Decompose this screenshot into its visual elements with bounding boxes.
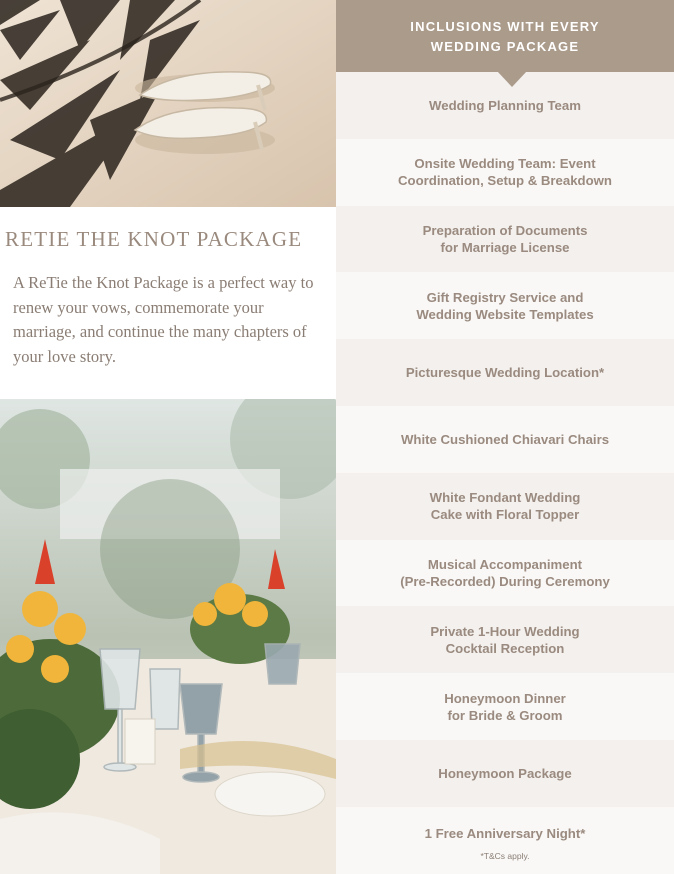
inclusion-item [336,740,674,807]
inclusion-item [336,540,674,607]
inclusion-item [336,807,674,874]
package-intro [0,207,336,399]
package-description: A ReTie the Knot Package is a perfect way to renew your vows, commemorate your marriage, and continue the many chapters of your love story. [13,273,314,366]
wedding-shoes-photo [0,0,336,207]
inclusion-item [336,473,674,540]
inclusion-item [336,406,674,473]
inclusion-label: Gift Registry Service and Wedding Website Templates [416,289,594,322]
inclusion-item [336,206,674,273]
inclusions-header [336,0,674,72]
header-arrow-icon [497,71,527,87]
inclusions-header-text: INCLUSIONS WITH EVERY WEDDING PACKAGE [410,19,600,54]
terms-footnote: *T&Cs apply. [480,851,530,861]
inclusion-label: 1 Free Anniversary Night* [424,825,586,841]
inclusions-list [336,72,674,874]
inclusion-item [336,139,674,206]
inclusion-label: Musical Accompaniment (Pre-Recorded) During Ceremony [400,556,610,589]
inclusion-item [336,606,674,673]
inclusion-item [336,339,674,406]
inclusion-label: Honeymoon Dinner for Bride & Groom [444,690,566,723]
package-title: RETIE THE KNOT PACKAGE [5,227,303,251]
inclusion-label: White Fondant Wedding Cake with Floral Topper [429,490,581,523]
table-illustration [0,399,336,874]
inclusions-column [336,0,674,874]
left-column [0,0,336,874]
inclusion-label: Private 1-Hour Wedding Cocktail Reception [430,623,580,656]
shoes-illustration [0,0,336,207]
inclusion-label: Preparation of Documents for Marriage License [422,222,588,255]
inclusion-item [336,673,674,740]
inclusion-label: White Cushioned Chiavari Chairs [400,431,610,447]
inclusion-item [336,272,674,339]
inclusion-label: Honeymoon Package [438,765,572,781]
inclusion-label: Onsite Wedding Team: Event Coordination, Setup & Breakdown [398,156,612,189]
inclusion-label: Wedding Planning Team [429,97,581,113]
wedding-table-setting-photo [0,399,336,874]
inclusion-label: Picturesque Wedding Location* [405,365,605,381]
